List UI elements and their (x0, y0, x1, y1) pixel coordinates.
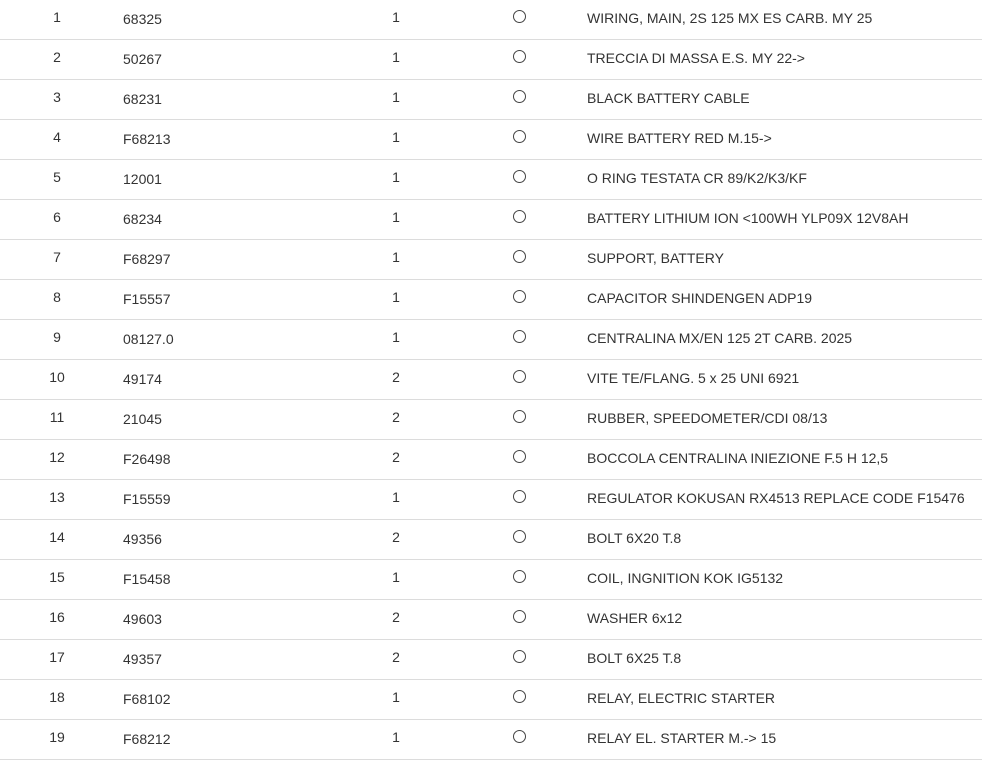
table-row (0, 600, 982, 640)
part-description: REGULATOR KOKUSAN RX4513 REPLACE CODE F15476 (587, 490, 965, 506)
position-number: 1 (53, 9, 61, 25)
part-code: F68297 (123, 251, 171, 267)
quantity: 2 (392, 649, 400, 665)
part-description: BOLT 6X25 T.8 (587, 650, 682, 666)
table-row (0, 200, 982, 240)
radio-circle-icon[interactable] (513, 530, 526, 543)
select-radio[interactable] (513, 490, 527, 504)
radio-circle-icon[interactable] (513, 570, 526, 583)
part-description: RUBBER, SPEEDOMETER/CDI 08/13 (587, 410, 828, 426)
quantity: 1 (392, 249, 400, 265)
position-number: 16 (49, 609, 65, 625)
select-radio[interactable] (513, 290, 527, 304)
select-radio[interactable] (513, 90, 527, 104)
select-radio[interactable] (513, 450, 527, 464)
quantity: 1 (392, 329, 400, 345)
quantity: 1 (392, 9, 400, 25)
position-number: 8 (53, 289, 61, 305)
quantity: 1 (392, 569, 400, 585)
quantity: 2 (392, 609, 400, 625)
quantity: 1 (392, 169, 400, 185)
table-row (0, 720, 982, 760)
quantity: 1 (392, 289, 400, 305)
select-radio[interactable] (513, 650, 527, 664)
radio-circle-icon[interactable] (513, 330, 526, 343)
position-number: 3 (53, 89, 61, 105)
radio-circle-icon[interactable] (513, 650, 526, 663)
part-code: F68213 (123, 131, 171, 147)
radio-circle-icon[interactable] (513, 10, 526, 23)
position-number: 4 (53, 129, 61, 145)
quantity: 1 (392, 489, 400, 505)
part-description: CENTRALINA MX/EN 125 2T CARB. 2025 (587, 330, 853, 346)
select-radio[interactable] (513, 410, 527, 424)
table-row (0, 160, 982, 200)
table-row (0, 0, 982, 40)
radio-circle-icon[interactable] (513, 410, 526, 423)
part-code: 12001 (123, 171, 162, 187)
part-description: TRECCIA DI MASSA E.S. MY 22-> (587, 50, 805, 66)
quantity: 1 (392, 49, 400, 65)
select-radio[interactable] (513, 730, 527, 744)
part-code: 21045 (123, 411, 162, 427)
part-code: 68325 (123, 11, 162, 27)
select-radio[interactable] (513, 10, 527, 24)
part-description: BOCCOLA CENTRALINA INIEZIONE F.5 H 12,5 (587, 450, 889, 466)
part-code: F15557 (123, 291, 171, 307)
position-number: 5 (53, 169, 61, 185)
select-radio[interactable] (513, 370, 527, 384)
table-row (0, 40, 982, 80)
part-code: F68102 (123, 691, 171, 707)
table-row (0, 320, 982, 360)
part-code: F15458 (123, 571, 171, 587)
position-number: 15 (49, 569, 65, 585)
part-description: WIRE BATTERY RED M.15-> (587, 130, 772, 146)
radio-circle-icon[interactable] (513, 50, 526, 63)
quantity: 2 (392, 449, 400, 465)
position-number: 10 (49, 369, 65, 385)
select-radio[interactable] (513, 530, 527, 544)
position-number: 11 (49, 409, 65, 425)
quantity: 1 (392, 129, 400, 145)
radio-circle-icon[interactable] (513, 730, 526, 743)
part-description: RELAY, ELECTRIC STARTER (587, 690, 776, 706)
radio-circle-icon[interactable] (513, 170, 526, 183)
part-description: SUPPORT, BATTERY (587, 250, 724, 266)
radio-circle-icon[interactable] (513, 90, 526, 103)
part-code: 68231 (123, 91, 162, 107)
radio-circle-icon[interactable] (513, 370, 526, 383)
radio-circle-icon[interactable] (513, 290, 526, 303)
radio-circle-icon[interactable] (513, 210, 526, 223)
table-row (0, 280, 982, 320)
part-description: BATTERY LITHIUM ION <100WH YLP09X 12V8AH (587, 210, 909, 226)
table-row (0, 440, 982, 480)
select-radio[interactable] (513, 170, 527, 184)
part-description: BLACK BATTERY CABLE (587, 90, 750, 106)
part-code: 49174 (123, 371, 162, 387)
select-radio[interactable] (513, 250, 527, 264)
part-code: 49357 (123, 651, 162, 667)
select-radio[interactable] (513, 330, 527, 344)
quantity: 2 (392, 409, 400, 425)
part-code: 08127.0 (123, 331, 174, 347)
quantity: 1 (392, 689, 400, 705)
select-radio[interactable] (513, 610, 527, 624)
radio-circle-icon[interactable] (513, 690, 526, 703)
part-description: WIRING, MAIN, 2S 125 MX ES CARB. MY 25 (587, 10, 873, 26)
position-number: 9 (53, 329, 61, 345)
part-code: F15559 (123, 491, 171, 507)
part-description: BOLT 6X20 T.8 (587, 530, 682, 546)
part-description: RELAY EL. STARTER M.-> 15 (587, 730, 777, 746)
quantity: 2 (392, 369, 400, 385)
table-row (0, 480, 982, 520)
part-description: O RING TESTATA CR 89/K2/K3/KF (587, 170, 807, 186)
table-row (0, 360, 982, 400)
radio-circle-icon[interactable] (513, 250, 526, 263)
radio-circle-icon[interactable] (513, 610, 526, 623)
part-code: 50267 (123, 51, 162, 67)
quantity: 1 (392, 729, 400, 745)
radio-circle-icon[interactable] (513, 130, 526, 143)
position-number: 6 (53, 209, 61, 225)
part-description: VITE TE/FLANG. 5 x 25 UNI 6921 (587, 370, 800, 386)
table-row (0, 240, 982, 280)
table-row (0, 560, 982, 600)
radio-circle-icon[interactable] (513, 450, 526, 463)
quantity: 1 (392, 89, 400, 105)
table-row (0, 640, 982, 680)
part-code: 68234 (123, 211, 162, 227)
table-row (0, 120, 982, 160)
radio-circle-icon[interactable] (513, 490, 526, 503)
select-radio[interactable] (513, 690, 527, 704)
table-row (0, 80, 982, 120)
table-row (0, 400, 982, 440)
part-code: 49603 (123, 611, 162, 627)
table-row (0, 520, 982, 560)
part-code: F68212 (123, 731, 171, 747)
part-description: COIL, INGNITION KOK IG5132 (587, 570, 784, 586)
select-radio[interactable] (513, 210, 527, 224)
position-number: 18 (49, 689, 65, 705)
select-radio[interactable] (513, 570, 527, 584)
select-radio[interactable] (513, 50, 527, 64)
part-code: 49356 (123, 531, 162, 547)
position-number: 12 (49, 449, 65, 465)
table-row (0, 680, 982, 720)
part-code: F26498 (123, 451, 171, 467)
position-number: 14 (49, 529, 65, 545)
select-radio[interactable] (513, 130, 527, 144)
position-number: 19 (49, 729, 65, 745)
part-description: WASHER 6x12 (587, 610, 683, 626)
part-description: CAPACITOR SHINDENGEN ADP19 (587, 290, 813, 306)
position-number: 7 (53, 249, 61, 265)
quantity: 1 (392, 209, 400, 225)
position-number: 2 (53, 49, 61, 65)
position-number: 17 (49, 649, 65, 665)
quantity: 2 (392, 529, 400, 545)
position-number: 13 (49, 489, 65, 505)
